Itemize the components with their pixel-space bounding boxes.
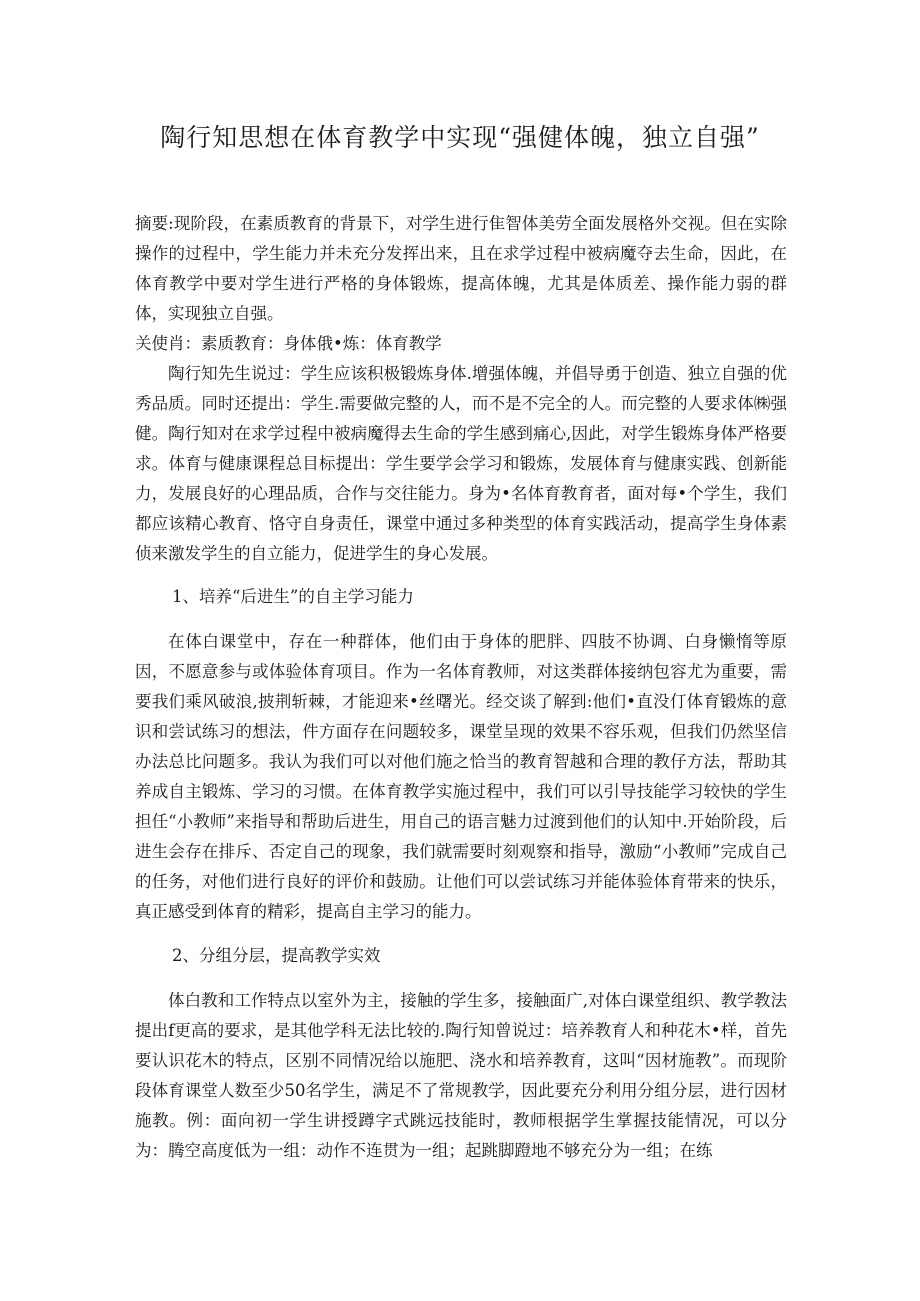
section-2-heading: 2、分组分层，提高教学实效 <box>172 946 381 965</box>
section-2-paragraph: 体白教和工作特点以室外为主，接触的学生多，接触面广,对体白课堂组织、教学教法提出f更高的要求，是其他学科无法比较的.陶行知曾说过：培养教育人和种花木•样，首先要认识花木的特点，区别不同情况给以施肥、浇水和培养教育，这叫“因材施教”。而现阶段体育课堂人数至少50名学生，满足不了常规教学，因此要充分利用分组分层，进行因材施教。例：面向初一学生讲授蹲字式跳远技能时，教师根据学生掌握技能情况，可以分为：腾空高度低为一组：动作不连贯为一组；起跳脚蹬地不够充分为一组；在练 <box>135 991 787 1160</box>
abstract-paragraph: 摘要:现阶段，在素质教育的背景下，对学生进行隹智体美劳全面发展格外交视。但在实除操作的过程中，学生能力并未充分发挥出来，且在求学过程中被病魔夺去生命，因此，在体育教学中要对学生进行严格的身体锻炼，提高体魄，尤其是体质差、操作能力弱的群体，实现独立自强。 <box>135 214 787 323</box>
section-1-heading: 1、培养“后进生”的自主学习能力 <box>172 587 414 606</box>
keywords-line: 关使肖：素质教育：身体俄•炼：体育教学 <box>135 334 442 353</box>
document-title: 陶行知思想在体育教学中实现“强健体魄，独立自强” <box>160 123 760 152</box>
section-1-paragraph: 在体白课堂中，存在一种群体，他们由于身体的肥胖、四肢不协调、白身懒惰等原因，不愿意参与或体验体育项目。作为一名体育教师，对这类群体接纳包容尤为重要，需要我们乘风破浪,披荆斩棘，才能迎来•丝曙光。经交谈了解到:他们•直没仃体育锻炼的意识和尝试练习的想法，件方面存在问题较多，课堂呈现的效果不容乐观，但我们仍然坚信办法总比问题多。我认为我们可以对他们施之恰当的教育智越和合理的教仔方法，帮助其养成自主锻炼、学习的习惯。在体育教学实施过程中，我们可以引导技能学习较快的学生担任“小教师”来指导和帮助后进生，用自己的语言魅力过渡到他们的认知中.开始阶段，后进生会存在排斥、否定自己的现象，我们就需要时刻观察和指导，激励“小教师”完成自己的任务，对他们进行良好的评价和鼓励。让他们可以尝试练习并能体验体育带来的快乐，真正感受到体育的精彩，提高自主学习的能力。 <box>135 632 787 921</box>
intro-paragraph: 陶行知先生说过：学生应该积极锻炼身体.增强体魄，并倡导勇于创造、独立自强的优秀品质。同时还提出：学生.需要做完整的人，而不是不完全的人。而完整的人要求体㈱强健。陶行知对在求学过程中被病魔得去生命的学生感到痛心,因此，对学生锻炼身体严格要求。体育与健康课程总目标提出：学生要学会学习和锻炼，发展体育与健康实践、创新能力，发展良好的心理品质，合作与交往能力。身为•名体育教育者，面对每•个学生，我们都应该精心教育、恪守自身责任，课堂中通过多种类型的体育实践活动，提高学生身体素侦来激发学生的自立能力，促进学生的身心发展。 <box>135 364 787 563</box>
